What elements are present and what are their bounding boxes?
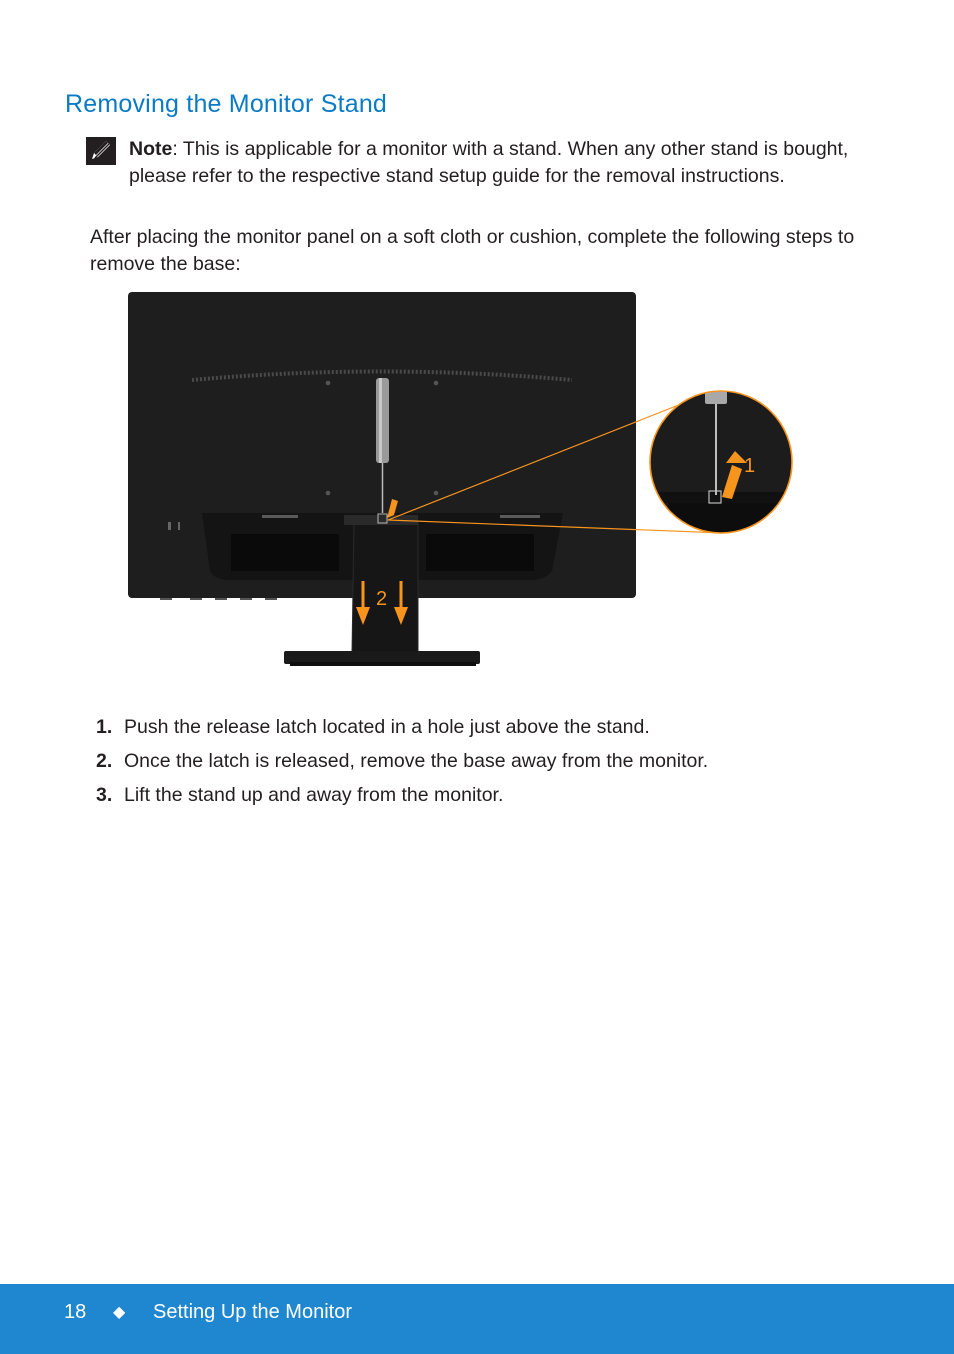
- step-text: Lift the stand up and away from the monitor.: [124, 784, 504, 806]
- list-item: [96, 780, 708, 814]
- step-number: 1.: [96, 716, 113, 738]
- screwdriver-handle: [376, 378, 389, 463]
- list-item: [96, 712, 708, 746]
- note-text: [129, 136, 849, 190]
- note-pencil-icon: [86, 137, 116, 165]
- step-text: Once the latch is released, remove the base away from the monitor.: [124, 750, 709, 772]
- callout-1: 1: [744, 455, 756, 477]
- chapter-title: Setting Up the Monitor: [153, 1301, 352, 1323]
- page-number: 18: [64, 1301, 87, 1323]
- removal-steps-list: [96, 712, 708, 814]
- monitor-stand-removal-illustration: [120, 285, 810, 677]
- diamond-separator-icon: ◆: [113, 1304, 126, 1321]
- section-title: Removing the Monitor Stand: [65, 90, 388, 118]
- note-body: : This is applicable for a monitor with a stand. When any other stand is bought, please refer to the respective stand setup guide for the removal instructions.: [129, 138, 849, 187]
- step-text: Push the release latch located in a hole just above the stand.: [124, 716, 650, 738]
- note-label: Note: [129, 138, 173, 160]
- list-item: [96, 746, 708, 780]
- page-footer: [0, 1284, 954, 1354]
- step-number: 2.: [96, 750, 113, 772]
- callout-2: 2: [376, 588, 388, 610]
- intro-paragraph: After placing the monitor panel on a soft cloth or cushion, complete the following steps to remove the base:: [90, 226, 855, 275]
- step-number: 3.: [96, 784, 113, 806]
